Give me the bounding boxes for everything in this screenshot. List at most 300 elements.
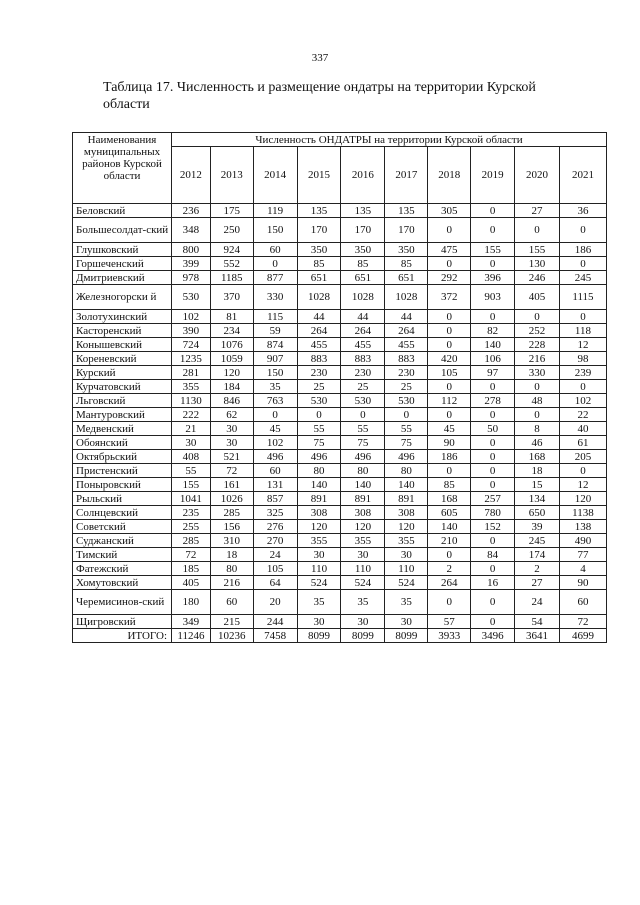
value-cell: 118: [559, 324, 606, 338]
value-cell: 390: [172, 324, 211, 338]
value-cell: 40: [559, 422, 606, 436]
value-cell: 75: [341, 436, 385, 450]
value-cell: 152: [471, 520, 515, 534]
value-cell: 30: [297, 548, 341, 562]
value-cell: 54: [515, 615, 560, 629]
value-cell: 25: [385, 380, 428, 394]
table-row: [73, 464, 607, 478]
value-cell: 150: [253, 218, 297, 243]
value-cell: 285: [172, 534, 211, 548]
district-name: Конышевский: [73, 338, 172, 352]
value-cell: 45: [253, 422, 297, 436]
value-cell: 105: [253, 562, 297, 576]
value-cell: 170: [385, 218, 428, 243]
value-cell: 228: [515, 338, 560, 352]
value-cell: 0: [471, 450, 515, 464]
value-cell: 35: [385, 590, 428, 615]
value-cell: 36: [559, 204, 606, 218]
table-row: [73, 324, 607, 338]
value-cell: 82: [471, 324, 515, 338]
value-cell: 55: [385, 422, 428, 436]
total-value-cell: 11246: [172, 629, 211, 643]
table-row: [73, 615, 607, 629]
table-header: [73, 133, 607, 204]
value-cell: 524: [297, 576, 341, 590]
value-cell: 18: [210, 548, 253, 562]
value-cell: 0: [559, 218, 606, 243]
total-value-cell: 7458: [253, 629, 297, 643]
value-cell: 180: [172, 590, 211, 615]
value-cell: 350: [341, 243, 385, 257]
page-number: 337: [311, 52, 329, 64]
value-cell: 285: [210, 506, 253, 520]
value-cell: 763: [253, 394, 297, 408]
value-cell: 292: [428, 271, 471, 285]
value-cell: 27: [515, 204, 560, 218]
value-cell: 0: [471, 478, 515, 492]
value-cell: 1028: [341, 285, 385, 310]
value-cell: 25: [341, 380, 385, 394]
value-cell: 0: [428, 310, 471, 324]
table-row: [73, 218, 607, 243]
table-row: [73, 590, 607, 615]
district-name: Тимский: [73, 548, 172, 562]
value-cell: 90: [559, 576, 606, 590]
district-name: Беловский: [73, 204, 172, 218]
value-cell: 85: [341, 257, 385, 271]
value-cell: 60: [253, 243, 297, 257]
value-cell: 270: [253, 534, 297, 548]
district-name: Курчатовский: [73, 380, 172, 394]
value-cell: 216: [515, 352, 560, 366]
value-cell: 185: [172, 562, 211, 576]
value-cell: 135: [297, 204, 341, 218]
total-label: ИТОГО:: [73, 629, 172, 643]
value-cell: 0: [428, 338, 471, 352]
value-cell: 120: [297, 520, 341, 534]
value-cell: 1115: [559, 285, 606, 310]
table-row: [73, 450, 607, 464]
value-cell: 102: [172, 310, 211, 324]
value-cell: 30: [297, 615, 341, 629]
value-cell: 30: [341, 548, 385, 562]
value-cell: 370: [210, 285, 253, 310]
district-name: Поныровский: [73, 478, 172, 492]
value-cell: 20: [253, 590, 297, 615]
value-cell: 150: [253, 366, 297, 380]
value-cell: 245: [559, 271, 606, 285]
value-cell: 170: [297, 218, 341, 243]
value-cell: 81: [210, 310, 253, 324]
value-cell: 857: [253, 492, 297, 506]
district-name: Железногорски й: [73, 285, 172, 310]
value-cell: 650: [515, 506, 560, 520]
value-cell: 72: [172, 548, 211, 562]
value-cell: 75: [297, 436, 341, 450]
value-cell: 35: [253, 380, 297, 394]
value-cell: 0: [515, 408, 560, 422]
total-value-cell: 3496: [471, 629, 515, 643]
value-cell: 355: [341, 534, 385, 548]
district-name: Пристенский: [73, 464, 172, 478]
value-cell: 455: [341, 338, 385, 352]
table-row: [73, 520, 607, 534]
year-header: 2021: [559, 147, 606, 204]
value-cell: 780: [471, 506, 515, 520]
total-value-cell: 4699: [559, 629, 606, 643]
value-cell: 16: [471, 576, 515, 590]
value-cell: 30: [210, 436, 253, 450]
value-cell: 978: [172, 271, 211, 285]
value-cell: 0: [428, 548, 471, 562]
table-row: [73, 204, 607, 218]
value-cell: 264: [297, 324, 341, 338]
value-cell: 0: [428, 380, 471, 394]
table-row: [73, 338, 607, 352]
value-cell: 0: [515, 218, 560, 243]
value-cell: 0: [253, 408, 297, 422]
value-cell: 305: [428, 204, 471, 218]
value-cell: 1026: [210, 492, 253, 506]
table-row: [73, 506, 607, 520]
value-cell: 530: [172, 285, 211, 310]
value-cell: 355: [385, 534, 428, 548]
table-row: [73, 310, 607, 324]
value-cell: 170: [341, 218, 385, 243]
value-cell: 0: [559, 380, 606, 394]
district-name: Курский: [73, 366, 172, 380]
value-cell: 0: [559, 310, 606, 324]
value-cell: 8: [515, 422, 560, 436]
value-cell: 18: [515, 464, 560, 478]
value-cell: 496: [385, 450, 428, 464]
value-cell: 257: [471, 492, 515, 506]
value-cell: 891: [385, 492, 428, 506]
value-cell: 155: [172, 478, 211, 492]
value-cell: 110: [297, 562, 341, 576]
value-cell: 891: [341, 492, 385, 506]
value-cell: 64: [253, 576, 297, 590]
value-cell: 30: [172, 436, 211, 450]
value-cell: 21: [172, 422, 211, 436]
value-cell: 255: [172, 520, 211, 534]
value-cell: 264: [341, 324, 385, 338]
value-cell: 85: [385, 257, 428, 271]
value-cell: 310: [210, 534, 253, 548]
value-cell: 281: [172, 366, 211, 380]
value-cell: 355: [297, 534, 341, 548]
district-name: Глушковский: [73, 243, 172, 257]
value-cell: 175: [210, 204, 253, 218]
value-cell: 62: [210, 408, 253, 422]
value-cell: 651: [297, 271, 341, 285]
value-cell: 246: [515, 271, 560, 285]
value-cell: 4: [559, 562, 606, 576]
value-cell: 230: [341, 366, 385, 380]
value-cell: 264: [385, 324, 428, 338]
value-cell: 800: [172, 243, 211, 257]
value-cell: 30: [385, 615, 428, 629]
district-name: Медвенский: [73, 422, 172, 436]
table-row: [73, 366, 607, 380]
value-cell: 530: [385, 394, 428, 408]
value-cell: 15: [515, 478, 560, 492]
district-name: Октябрьский: [73, 450, 172, 464]
value-cell: 0: [471, 436, 515, 450]
value-cell: 883: [385, 352, 428, 366]
table-row: [73, 548, 607, 562]
value-cell: 140: [385, 478, 428, 492]
value-cell: 0: [471, 204, 515, 218]
value-cell: 239: [559, 366, 606, 380]
value-cell: 330: [515, 366, 560, 380]
value-cell: 0: [428, 257, 471, 271]
value-cell: 0: [341, 408, 385, 422]
district-name: Рыльский: [73, 492, 172, 506]
value-cell: 72: [559, 615, 606, 629]
value-cell: 61: [559, 436, 606, 450]
district-name: Солнцевский: [73, 506, 172, 520]
value-cell: 250: [210, 218, 253, 243]
value-cell: 0: [253, 257, 297, 271]
value-cell: 35: [341, 590, 385, 615]
value-cell: 408: [172, 450, 211, 464]
total-value-cell: 10236: [210, 629, 253, 643]
value-cell: 524: [385, 576, 428, 590]
value-cell: 46: [515, 436, 560, 450]
district-name: Касторенский: [73, 324, 172, 338]
table-row: [73, 492, 607, 506]
value-cell: 60: [210, 590, 253, 615]
value-cell: 85: [297, 257, 341, 271]
value-cell: 230: [297, 366, 341, 380]
value-cell: 22: [559, 408, 606, 422]
table-row: [73, 271, 607, 285]
value-cell: 25: [297, 380, 341, 394]
value-cell: 496: [341, 450, 385, 464]
value-cell: 420: [428, 352, 471, 366]
year-header: 2020: [515, 147, 560, 204]
value-cell: 12: [559, 478, 606, 492]
district-name: Хомутовский: [73, 576, 172, 590]
value-cell: 120: [210, 366, 253, 380]
value-cell: 455: [385, 338, 428, 352]
value-cell: 0: [471, 257, 515, 271]
value-cell: 119: [253, 204, 297, 218]
value-cell: 168: [515, 450, 560, 464]
value-cell: 140: [341, 478, 385, 492]
value-cell: 55: [172, 464, 211, 478]
value-cell: 1076: [210, 338, 253, 352]
value-cell: 102: [253, 436, 297, 450]
value-cell: 120: [559, 492, 606, 506]
value-cell: 252: [515, 324, 560, 338]
year-header: 2017: [385, 147, 428, 204]
table-row: [73, 422, 607, 436]
value-cell: 48: [515, 394, 560, 408]
value-cell: 244: [253, 615, 297, 629]
district-name: Обоянский: [73, 436, 172, 450]
value-cell: 355: [172, 380, 211, 394]
value-cell: 135: [385, 204, 428, 218]
value-cell: 1185: [210, 271, 253, 285]
value-cell: 0: [297, 408, 341, 422]
value-cell: 0: [428, 324, 471, 338]
value-cell: 30: [385, 548, 428, 562]
value-cell: 134: [515, 492, 560, 506]
value-cell: 308: [385, 506, 428, 520]
value-cell: 140: [297, 478, 341, 492]
value-cell: 0: [471, 590, 515, 615]
value-cell: 349: [172, 615, 211, 629]
value-cell: 399: [172, 257, 211, 271]
value-cell: 155: [515, 243, 560, 257]
total-value-cell: 3933: [428, 629, 471, 643]
value-cell: 1028: [297, 285, 341, 310]
value-cell: 0: [428, 464, 471, 478]
value-cell: 115: [253, 310, 297, 324]
value-cell: 0: [559, 464, 606, 478]
value-cell: 35: [297, 590, 341, 615]
value-cell: 80: [341, 464, 385, 478]
total-value-cell: 8099: [385, 629, 428, 643]
value-cell: 0: [428, 218, 471, 243]
value-cell: 216: [210, 576, 253, 590]
value-cell: 651: [385, 271, 428, 285]
total-value-cell: 8099: [297, 629, 341, 643]
year-header: 2016: [341, 147, 385, 204]
table-body: [73, 204, 607, 643]
value-cell: 883: [297, 352, 341, 366]
value-cell: 455: [297, 338, 341, 352]
value-cell: 90: [428, 436, 471, 450]
value-cell: 0: [385, 408, 428, 422]
value-cell: 330: [253, 285, 297, 310]
value-cell: 883: [341, 352, 385, 366]
table-row: [73, 408, 607, 422]
value-cell: 155: [471, 243, 515, 257]
value-cell: 60: [253, 464, 297, 478]
value-cell: 138: [559, 520, 606, 534]
table-row: [73, 534, 607, 548]
value-cell: 230: [385, 366, 428, 380]
district-name: Льговский: [73, 394, 172, 408]
value-cell: 0: [471, 310, 515, 324]
year-header: 2019: [471, 147, 515, 204]
value-cell: 475: [428, 243, 471, 257]
total-row: [73, 629, 607, 643]
value-cell: 98: [559, 352, 606, 366]
value-cell: 168: [428, 492, 471, 506]
value-cell: 50: [471, 422, 515, 436]
table-row: [73, 257, 607, 271]
value-cell: 530: [341, 394, 385, 408]
value-cell: 490: [559, 534, 606, 548]
table-row: [73, 243, 607, 257]
value-cell: 112: [428, 394, 471, 408]
year-header: 2013: [210, 147, 253, 204]
value-cell: 552: [210, 257, 253, 271]
value-cell: 174: [515, 548, 560, 562]
value-cell: 891: [297, 492, 341, 506]
value-cell: 2: [515, 562, 560, 576]
table-row: [73, 380, 607, 394]
value-cell: 205: [559, 450, 606, 464]
value-cell: 651: [341, 271, 385, 285]
value-cell: 521: [210, 450, 253, 464]
district-name: Мантуровский: [73, 408, 172, 422]
table-row: [73, 394, 607, 408]
value-cell: 605: [428, 506, 471, 520]
value-cell: 45: [428, 422, 471, 436]
value-cell: 215: [210, 615, 253, 629]
value-cell: 55: [297, 422, 341, 436]
value-cell: 234: [210, 324, 253, 338]
group-column-header: Численность ОНДАТРЫ на территории Курской области: [172, 133, 607, 147]
value-cell: 264: [428, 576, 471, 590]
district-name: Суджанский: [73, 534, 172, 548]
value-cell: 210: [428, 534, 471, 548]
value-cell: 120: [341, 520, 385, 534]
table-row: [73, 352, 607, 366]
year-header: 2015: [297, 147, 341, 204]
table-row: [73, 436, 607, 450]
value-cell: 80: [297, 464, 341, 478]
value-cell: 57: [428, 615, 471, 629]
value-cell: 85: [428, 478, 471, 492]
value-cell: 903: [471, 285, 515, 310]
value-cell: 278: [471, 394, 515, 408]
value-cell: 24: [515, 590, 560, 615]
table-row: [73, 285, 607, 310]
value-cell: 75: [385, 436, 428, 450]
value-cell: 39: [515, 520, 560, 534]
value-cell: 308: [341, 506, 385, 520]
year-header: 2018: [428, 147, 471, 204]
population-table: [72, 132, 607, 643]
value-cell: 55: [341, 422, 385, 436]
total-value-cell: 3641: [515, 629, 560, 643]
value-cell: 80: [385, 464, 428, 478]
value-cell: 1130: [172, 394, 211, 408]
value-cell: 1041: [172, 492, 211, 506]
value-cell: 496: [297, 450, 341, 464]
value-cell: 1028: [385, 285, 428, 310]
value-cell: 131: [253, 478, 297, 492]
value-cell: 12: [559, 338, 606, 352]
value-cell: 30: [341, 615, 385, 629]
value-cell: 102: [559, 394, 606, 408]
value-cell: 80: [210, 562, 253, 576]
value-cell: 106: [471, 352, 515, 366]
value-cell: 530: [297, 394, 341, 408]
district-name: Фатежский: [73, 562, 172, 576]
value-cell: 524: [341, 576, 385, 590]
name-column-header: Наименования муниципальных районов Курской области: [73, 133, 172, 204]
value-cell: 348: [172, 218, 211, 243]
value-cell: 0: [559, 257, 606, 271]
value-cell: 874: [253, 338, 297, 352]
value-cell: 308: [297, 506, 341, 520]
district-name: Щигровский: [73, 615, 172, 629]
value-cell: 907: [253, 352, 297, 366]
value-cell: 245: [515, 534, 560, 548]
value-cell: 44: [341, 310, 385, 324]
value-cell: 130: [515, 257, 560, 271]
value-cell: 27: [515, 576, 560, 590]
value-cell: 350: [385, 243, 428, 257]
value-cell: 161: [210, 478, 253, 492]
